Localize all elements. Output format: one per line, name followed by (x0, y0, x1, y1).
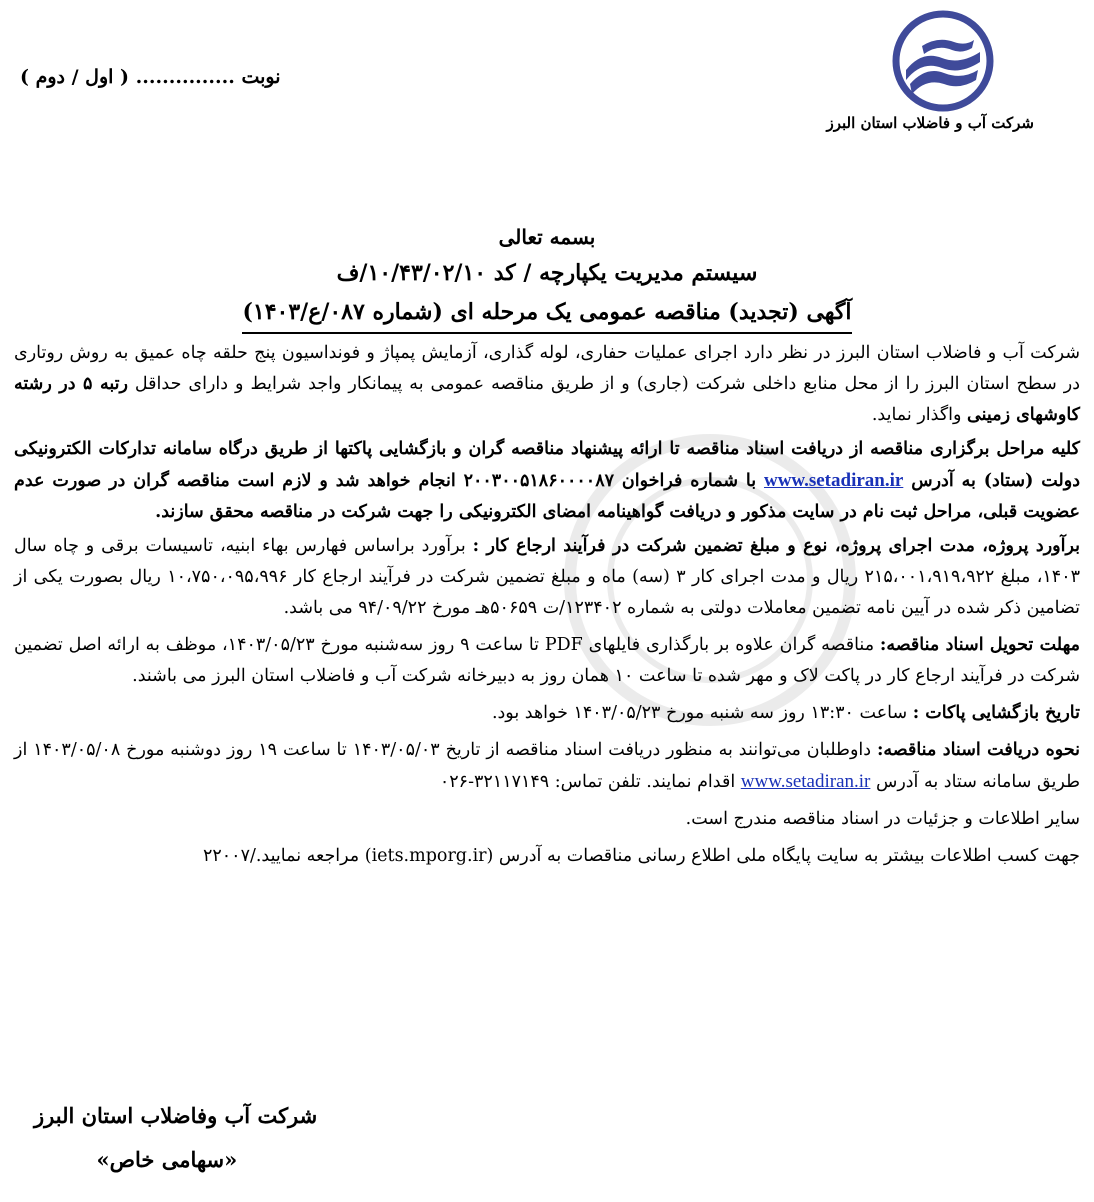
paragraph-intro: شرکت آب و فاضلاب استان البرز در نظر دارد اجرای عملیات حفاری، لوله گذاری، آزمایش پمپاژ و فونداسیون پنج حلقه چاه عمیق به روش روتاری در سطح استان البرز را از محل منابع داخلی شرکت (جاری) و از طریق مناقصه عمومی به پیمانکار واجد شرایط و دارای حداقل رتبه ۵ در رشته کاوشهای زمینی واگذار نماید. (14, 343, 1080, 425)
signature-type: «سهامی خاص» (96, 1147, 238, 1172)
paragraph-estimate: برآورد پروژه، مدت اجرای پروژه، نوع و مبلغ تضمین شرکت در فرآیند ارجاع کار : برآورد براساس فهارس بهاء ابنیه، تاسیسات برقی و چاه سال ۱۴۰۳، مبلغ ۲۱۵،۰۰۱،۹۱۹،۹۲۲ ریال و مدت اجرای کار ۳ (سه) ماه و مبلغ تضمین شرکت در فرآیند ارجاع کار ۱۰،۷۵۰،۰۹۵،۹۹۶ ریال بصورت یکی از تضامین ذکر شده در آیین نامه تضمین معاملات دولتی به شماره ۱۲۳۴۰۲/ت ۵۰۶۵۹هـ مورخ ۹۴/۰۹/۲۲ می باشد. (14, 536, 1081, 618)
system-code-line: سیستم مدیریت یکپارچه / کد ۱۰/۴۳/۰۲/۱۰/ف (336, 260, 758, 286)
signature-company: شرکت آب وفاضلاب استان البرز (34, 1103, 318, 1128)
water-waves-circle-logo-icon (892, 10, 994, 112)
notice-body (14, 338, 1080, 872)
opening-label: تاریخ بازگشایی پاکات : (912, 703, 1080, 723)
documents-label: نحوه دریافت اسناد مناقصه: (876, 740, 1080, 760)
notice-title: آگهی (تجدید) مناقصه عمومی یک مرحله ای (شماره ۰۸۷/ع/۱۴۰۳) (242, 292, 851, 334)
grade-requirement: رتبه ۵ در رشته کاوشهای زمینی (14, 374, 1080, 425)
paragraph-opening: تاریخ بازگشایی پاکات : ساعت ۱۳:۳۰ روز سه شنبه مورخ ۱۴۰۳/۰۵/۲۳ خواهد بود. (491, 703, 1080, 723)
estimate-label: برآورد پروژه، مدت اجرای پروژه، نوع و مبلغ تضمین شرکت در فرآیند ارجاع کار : (472, 536, 1080, 556)
paragraph-procedure: کلیه مراحل برگزاری مناقصه از دریافت اسناد مناقصه تا ارائه پیشنهاد مناقصه گران و بازگشایی پاکتها از طریق درگاه سامانه تدارکات الکترونیکی دولت (ستاد) به آدرس www.setadiran.ir با شماره فراخوان ۲۰۰۳۰۰۵۱۸۶۰۰۰۰۸۷ انجام خواهد شد و لازم است مناقصه گران در صورت عدم عضویت قبلی، مراحل ثبت نام در سایت مذکور و دریافت گواهینامه امضای الکترونیکی را جهت شرکت در مناقصه محقق سازند. (14, 439, 1081, 522)
setadiran-link[interactable]: www.setadiran.ir (763, 470, 904, 491)
paragraph-more-info: جهت کسب اطلاعات بیشتر به سایت پایگاه ملی اطلاع رسانی مناقصات به آدرس (iets.mporg.ir) مراجعه نمایید./۲۲۰۰۷ (202, 846, 1080, 866)
paragraph-other-info: سایر اطلاعات و جزئیات در اسناد مناقصه مندرج است. (685, 809, 1080, 829)
paragraph-documents: نحوه دریافت اسناد مناقصه: داوطلبان می‌توانند به منظور دریافت اسناد مناقصه از تاریخ ۱۴۰۳/۰۵/۰۳ تا ساعت ۱۹ روز دوشنبه مورخ ۱۴۰۳/۰۵/۰۸ از طریق سامانه ستاد به آدرس www.setadiran.ir اقدام نمایند. تلفن تماس: ۳۲۱۱۷۱۴۹-۰۲۶ (14, 740, 1080, 792)
setadiran-link-2[interactable]: www.setadiran.ir (740, 771, 871, 792)
publication-turn-label: نوبت ............... ( اول / دوم ) (20, 66, 281, 88)
company-logo (826, 10, 1042, 138)
notice-header (0, 220, 1094, 334)
signature-block (34, 1094, 317, 1182)
paragraph-deadline: مهلت تحویل اسناد مناقصه: مناقصه گران علاوه بر بارگذاری فایلهای PDF تا ساعت ۹ روز سه‌شنبه مورخ ۱۴۰۳/۰۵/۲۳، موظف به ارائه اصل تضمین شرکت در فرآیند ارجاع کار در پاکت لاک و مهر شده تا ساعت ۱۰ همان روز به دبیرخانه شرکت آب و فاضلاب استان البرز می باشند. (14, 635, 1081, 686)
basmala-line: بسمه تعالی (498, 225, 596, 249)
deadline-label: مهلت تحویل اسناد مناقصه: (879, 635, 1081, 655)
logo-caption: شرکت آب و فاضلاب استان البرز (826, 114, 1034, 132)
